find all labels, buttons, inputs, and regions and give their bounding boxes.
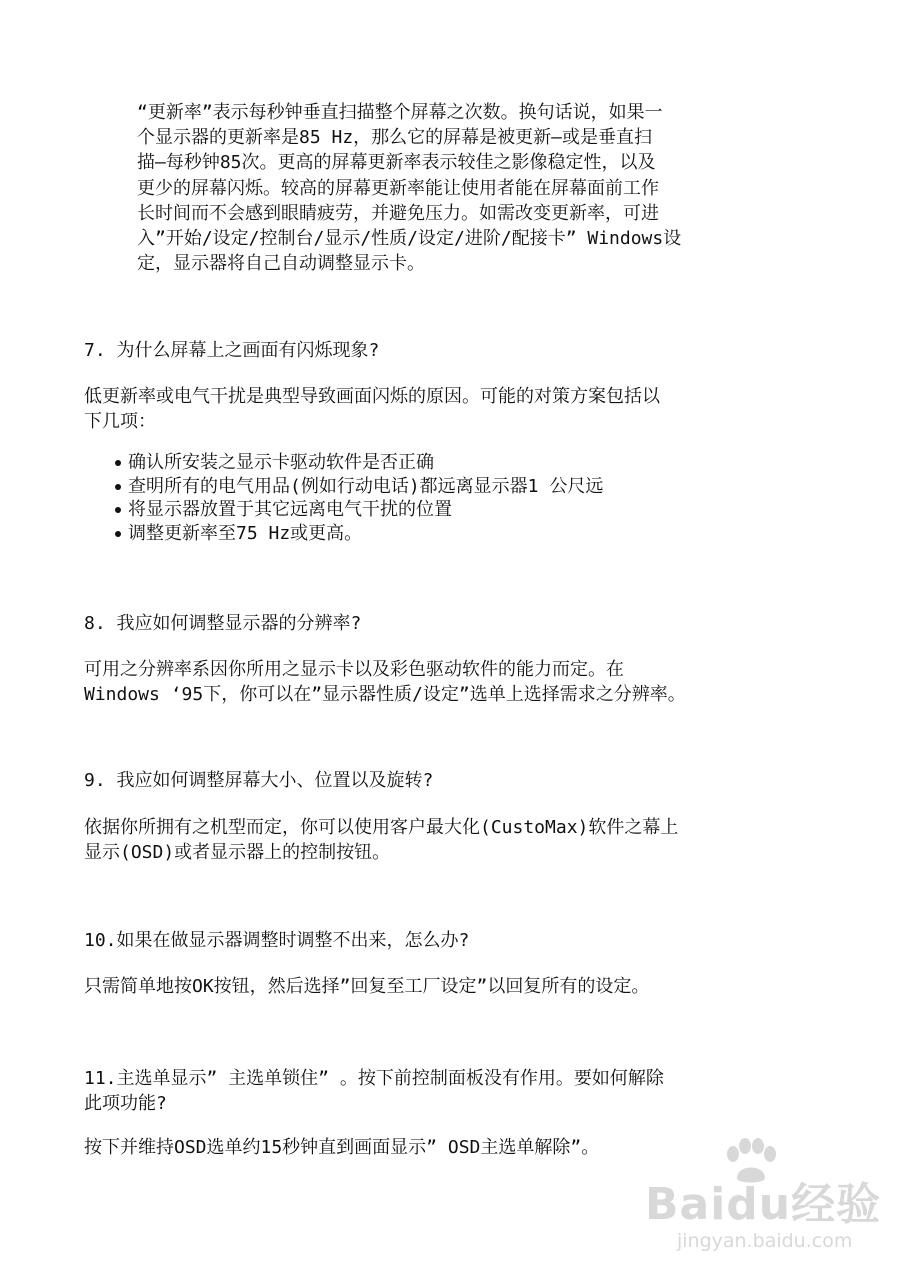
watermark-brand: Baidu经验 (645, 1179, 882, 1230)
answer-line: 下几项： (84, 411, 156, 433)
answer-7 (84, 384, 764, 434)
intro-line: 描—每秒钟85次。更高的屏幕更新率表示较佳之影像稳定性，以及 (137, 152, 656, 174)
question-11 (84, 1066, 784, 1116)
bullet-icon (115, 531, 121, 537)
question-9: 9. 我应如何调整屏幕大小、位置以及旋转? (84, 770, 434, 791)
answer-line: 只需简单地按OK按钮，然后选择”回复至工厂设定”以回复所有的设定。 (84, 976, 650, 997)
intro-paragraph (137, 100, 747, 276)
answer-10 (84, 974, 764, 999)
answer-line: 按下并维持OSD选单约15秒钟直到画面显示” OSD主选单解除”。 (84, 1137, 600, 1158)
list-item (84, 522, 784, 546)
question-line: 此项功能? (84, 1093, 167, 1115)
bullet-icon (115, 484, 121, 490)
list-item-text: 确认所安装之显示卡驱动软件是否正确 (128, 452, 434, 473)
bullet-list (84, 451, 784, 545)
intro-line: 长时间而不会感到眼睛疲劳，并避免压力。如需改变更新率，可进 (137, 202, 659, 224)
question-line: 11.主选单显示” 主选单锁住” 。按下前控制面板没有作用。要如何解除 (84, 1068, 664, 1089)
list-item-text: 将显示器放置于其它远离电气干扰的位置 (128, 499, 452, 520)
bullet-icon (115, 460, 121, 466)
answer-line: 依据你所拥有之机型而定，你可以使用客户最大化(CustoMax)软件之幕上 (84, 817, 679, 838)
intro-line: 入”开始/设定/控制台/显示/性质/设定/进阶/配接卡” Windows设 (137, 228, 682, 250)
answer-line: 低更新率或电气干扰是典型导致画面闪烁的原因。可能的对策方案包括以 (84, 386, 660, 407)
watermark-url: jingyan.baidu.com (677, 1230, 853, 1252)
answer-8 (84, 657, 764, 707)
intro-line: 定，显示器将自己自动调整显示卡。 (137, 253, 425, 275)
answer-line: Windows ‘95下，你可以在”显示器性质/设定”选单上选择需求之分辨率。 (84, 684, 686, 706)
intro-line: 更少的屏幕闪烁。较高的屏幕更新率能让使用者能在屏幕面前工作 (137, 177, 659, 199)
baidu-watermark (645, 1138, 885, 1268)
question-7: 7. 为什么屏幕上之画面有闪烁现象? (84, 340, 380, 361)
question-10: 10.如果在做显示器调整时调整不出来，怎么办? (84, 930, 470, 951)
bullet-icon (115, 507, 121, 513)
answer-9 (84, 815, 764, 865)
list-item (84, 475, 784, 499)
list-item (84, 451, 784, 475)
answer-line: 可用之分辨率系因你所用之显示卡以及彩色驱动软件的能力而定。在 (84, 659, 624, 680)
answer-line: 显示(OSD)或者显示器上的控制按钮。 (84, 842, 391, 864)
list-item (84, 498, 784, 522)
intro-line: “更新率”表示每秒钟垂直扫描整个屏幕之次数。换句话说，如果一 (137, 102, 663, 123)
question-8: 8. 我应如何调整显示器的分辨率? (84, 613, 362, 634)
list-item-text: 查明所有的电气用品(例如行动电话)都远离显示器1 公尺远 (128, 475, 604, 497)
list-item-text: 调整更新率至75 Hz或更高。 (128, 522, 363, 544)
intro-line: 个显示器的更新率是85 Hz，那么它的屏幕是被更新—或是垂直扫 (137, 127, 653, 149)
